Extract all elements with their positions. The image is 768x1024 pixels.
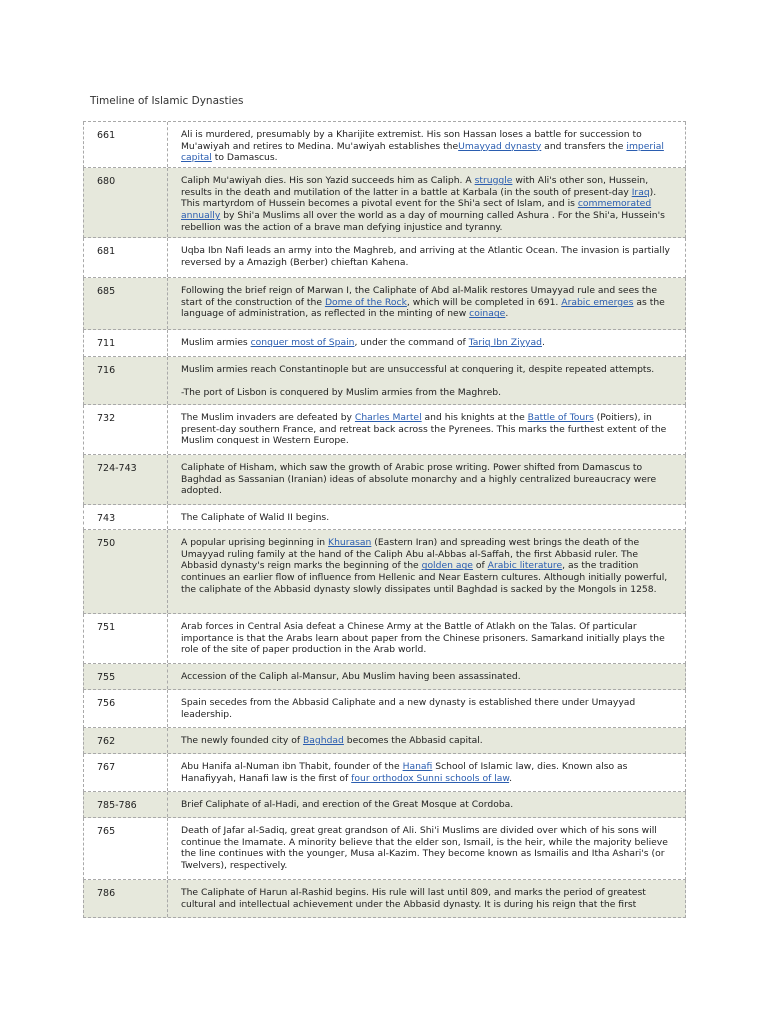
description-paragraph bbox=[181, 129, 677, 164]
timeline-description bbox=[168, 614, 685, 663]
timeline-row bbox=[83, 754, 686, 792]
description-paragraph bbox=[181, 512, 677, 524]
text-segment: . bbox=[541, 337, 545, 348]
text-segment: as the language of administration, as reflected in the minting of new bbox=[181, 296, 665, 320]
description-paragraph bbox=[181, 887, 677, 910]
timeline-year: 751 bbox=[84, 614, 168, 663]
text-segment: (Poitiers), in present-day southern France, and retreat back across the Pyrenees. This marks the furthest extent of the Muslim conquest in Western Europe. bbox=[181, 412, 667, 447]
timeline-description bbox=[168, 455, 685, 504]
inline-link[interactable]: imperial capital bbox=[181, 140, 664, 164]
inline-link[interactable]: coinage bbox=[469, 308, 506, 320]
inline-link[interactable]: Umayyad dynasty bbox=[458, 140, 542, 152]
inline-link[interactable]: Hanafi bbox=[402, 761, 433, 772]
description-paragraph bbox=[181, 697, 677, 720]
timeline-description bbox=[168, 122, 685, 167]
timeline-year: 724-743 bbox=[84, 455, 168, 504]
text-segment: Arab forces in Central Asia defeat a Chinese Army at the Battle of Atlakh on the Talas. Of particular importance is that the Arabs learn about paper from the Chinese prisoners. Samarkand initially plays the role of the site of paper production in the Arab world. bbox=[181, 621, 665, 656]
timeline-year: 785-786 bbox=[84, 792, 168, 817]
inline-link[interactable]: Baghdad bbox=[303, 735, 344, 746]
text-segment: Caliph Mu'awiyah dies. His son Yazid succeeds him as Caliph. A bbox=[181, 175, 475, 186]
inline-link[interactable]: struggle bbox=[474, 175, 513, 186]
text-segment: with Ali's other son, Hussein, results in the death and mutilation of the latter in a battle at Karbala (in the south of present-day bbox=[181, 175, 649, 198]
text-segment: School of Islamic law, dies. Known also as Hanafiyyah, Hanafi law is the first of bbox=[181, 761, 628, 784]
timeline-year: 661 bbox=[84, 122, 168, 167]
description-paragraph bbox=[181, 285, 677, 320]
timeline-year: 681 bbox=[84, 238, 168, 277]
text-segment: Death of Jafar al-Sadiq, great great grandson of Ali. Shi'i Muslims are divided over which of his sons will continue the Imamate. A minority believe that the elder son, Ismail, is the heir, while the majority believe the line continues with the younger, Musa al-Kazim. They become known as Ismailis and Itha Ashari's (or Twelvers), respectively. bbox=[181, 825, 668, 872]
inline-link[interactable]: Arabic emerges bbox=[561, 296, 634, 308]
timeline-row bbox=[83, 405, 686, 455]
text-segment: , under the command of bbox=[354, 337, 469, 348]
text-segment: (Eastern Iran) and spreading west brings the death of the Umayyad ruling family at the hand of the Caliph Abu al-Abbas al-Saffah, the first Abbasid ruler. The Abbasid dynasty's reign marks the beginning of the bbox=[181, 537, 640, 572]
timeline-year: 743 bbox=[84, 505, 168, 529]
text-segment: The Muslim invaders are defeated by bbox=[181, 412, 355, 423]
timeline-description bbox=[168, 330, 685, 356]
timeline-row bbox=[83, 505, 686, 530]
timeline-year: 756 bbox=[84, 690, 168, 727]
timeline-row bbox=[83, 122, 686, 168]
description-paragraph bbox=[181, 761, 677, 784]
timeline-description bbox=[168, 505, 685, 529]
timeline-table bbox=[83, 121, 686, 918]
timeline-row bbox=[83, 530, 686, 614]
inline-link[interactable]: golden age bbox=[421, 560, 473, 572]
text-segment: Spain secedes from the Abbasid Caliphate and a new dynasty is established there under Umayyad leadership. bbox=[181, 697, 636, 720]
timeline-description bbox=[168, 238, 685, 277]
timeline-year: 767 bbox=[84, 754, 168, 791]
description-paragraph bbox=[181, 621, 677, 656]
timeline-row bbox=[83, 278, 686, 330]
text-segment: . bbox=[505, 308, 509, 320]
text-segment: to Damascus. bbox=[211, 152, 278, 164]
inline-link[interactable]: Dome of the Rock bbox=[324, 296, 407, 308]
text-segment: . bbox=[509, 772, 513, 784]
timeline-row bbox=[83, 664, 686, 690]
text-segment: Uqba Ibn Nafi leads an army into the Maghreb, and arriving at the Atlantic Ocean. The invasion is partially reversed by a Amazigh (Berber) chieftan Kahena. bbox=[181, 245, 670, 268]
timeline-year: 755 bbox=[84, 664, 168, 689]
timeline-description bbox=[168, 530, 685, 613]
timeline-year: 732 bbox=[84, 405, 168, 454]
timeline-year: 716 bbox=[84, 357, 168, 404]
description-paragraph bbox=[181, 799, 677, 811]
timeline-row bbox=[83, 168, 686, 238]
text-segment: ). This martyrdom of Hussein becomes a pivotal event for the Shi'a sect of Islam, and is bbox=[181, 186, 657, 210]
description-paragraph bbox=[181, 175, 677, 234]
description-paragraph bbox=[181, 412, 677, 447]
timeline-year: 685 bbox=[84, 278, 168, 329]
timeline-description bbox=[168, 818, 685, 879]
text-segment: of bbox=[472, 560, 488, 572]
description-paragraph bbox=[181, 387, 677, 399]
text-segment: A popular uprising beginning in bbox=[181, 537, 329, 548]
text-segment: Abu Hanifa al-Numan ibn Thabit, founder of the bbox=[181, 761, 403, 772]
text-segment: -The port of Lisbon is conquered by Muslim armies from the Maghreb. bbox=[181, 386, 502, 398]
text-segment: by Shi'a Muslims all over the world as a day of mourning called Ashura . For the Shi'a, Hussein's rebellion was the action of a brave man defying injustice and tyranny. bbox=[181, 210, 665, 233]
timeline-year: 786 bbox=[84, 880, 168, 917]
timeline-row bbox=[83, 330, 686, 357]
timeline-description bbox=[168, 728, 685, 753]
description-paragraph bbox=[181, 735, 677, 747]
description-paragraph bbox=[181, 825, 677, 872]
text-segment: , which will be completed in 691. bbox=[406, 296, 562, 308]
timeline-row bbox=[83, 818, 686, 880]
inline-link[interactable]: commemorated annually bbox=[181, 198, 652, 222]
inline-link[interactable]: conquer most of Spain bbox=[250, 337, 355, 348]
text-segment: , as the tradition continues an earlier flow of influence from Hellenic and Near Eastern cultures. Although initially powerful, the caliphate of the Abbasid dynasty slowly dissipates until Baghdad is sacked by the Mongols in 1258. bbox=[181, 560, 668, 595]
description-paragraph bbox=[181, 462, 677, 497]
timeline-description bbox=[168, 664, 685, 689]
timeline-row bbox=[83, 238, 686, 278]
inline-link[interactable]: Charles Martel bbox=[354, 412, 422, 423]
text-segment: The newly founded city of bbox=[181, 735, 303, 746]
timeline-row bbox=[83, 880, 686, 918]
text-segment: and transfers the bbox=[541, 140, 627, 152]
description-paragraph bbox=[181, 337, 677, 349]
timeline-row bbox=[83, 792, 686, 818]
timeline-description bbox=[168, 754, 685, 791]
timeline-description bbox=[168, 880, 685, 917]
timeline-description bbox=[168, 357, 685, 404]
text-segment: Muslim armies bbox=[181, 337, 251, 348]
description-paragraph bbox=[181, 364, 677, 376]
inline-link[interactable]: Tariq Ibn Ziyyad bbox=[468, 337, 542, 348]
inline-link[interactable]: Battle of Tours bbox=[527, 412, 594, 423]
description-paragraph bbox=[181, 245, 677, 268]
timeline-year: 765 bbox=[84, 818, 168, 879]
timeline-description bbox=[168, 405, 685, 454]
text-segment: and his knights at the bbox=[421, 412, 528, 423]
page-title: Timeline of Islamic Dynasties bbox=[90, 95, 244, 107]
inline-link[interactable]: Arabic literature bbox=[487, 560, 563, 572]
description-paragraph bbox=[181, 671, 677, 683]
inline-link[interactable]: Iraq bbox=[631, 186, 650, 198]
timeline-row bbox=[83, 357, 686, 405]
timeline-row bbox=[83, 614, 686, 664]
text-segment: Following the brief reign of Marwan I, the Caliphate of Abd al-Malik restores Umayyad rule and sees the start of the construction of the bbox=[181, 285, 658, 308]
timeline-year: 711 bbox=[84, 330, 168, 356]
text-segment: The Caliphate of Walid II begins. bbox=[181, 512, 330, 523]
timeline-year: 750 bbox=[84, 530, 168, 613]
timeline-description bbox=[168, 690, 685, 727]
text-segment: Muslim armies reach Constantinople but are unsuccessful at conquering it, despite repeated attempts. bbox=[181, 364, 655, 375]
text-segment: Accession of the Caliph al-Mansur, Abu Muslim having been assassinated. bbox=[181, 671, 521, 682]
inline-link[interactable]: Khurasan bbox=[328, 537, 372, 548]
timeline-row bbox=[83, 455, 686, 505]
text-segment: becomes the Abbasid capital. bbox=[343, 735, 483, 746]
timeline-description bbox=[168, 168, 685, 237]
timeline-year: 680 bbox=[84, 168, 168, 237]
timeline-description bbox=[168, 792, 685, 817]
description-paragraph bbox=[181, 537, 677, 596]
text-segment: Ali is murdered, presumably by a Kharijite extremist. His son Hassan loses a battle for succession to Mu'awiyah and retires to Medina. Mu'awiyah establishes the bbox=[181, 129, 642, 152]
inline-link[interactable]: four orthodox Sunni schools of law bbox=[351, 772, 510, 784]
timeline-row bbox=[83, 690, 686, 728]
timeline-description bbox=[168, 278, 685, 329]
timeline-year: 762 bbox=[84, 728, 168, 753]
text-segment: The Caliphate of Harun al-Rashid begins. His rule will last until 809, and marks the period of greatest cultural and intellectual achievement under the Abbasid dynasty. It is during his reign that the first bbox=[181, 887, 646, 910]
timeline-row bbox=[83, 728, 686, 754]
text-segment: Brief Caliphate of al-Hadi, and erection of the Great Mosque at Cordoba. bbox=[181, 799, 514, 810]
text-segment: Caliphate of Hisham, which saw the growth of Arabic prose writing. Power shifted from Damascus to Baghdad as Sassanian (Iranian) ideas of absolute monarchy and a highly centralized bureaucracy were adopted. bbox=[181, 462, 657, 497]
